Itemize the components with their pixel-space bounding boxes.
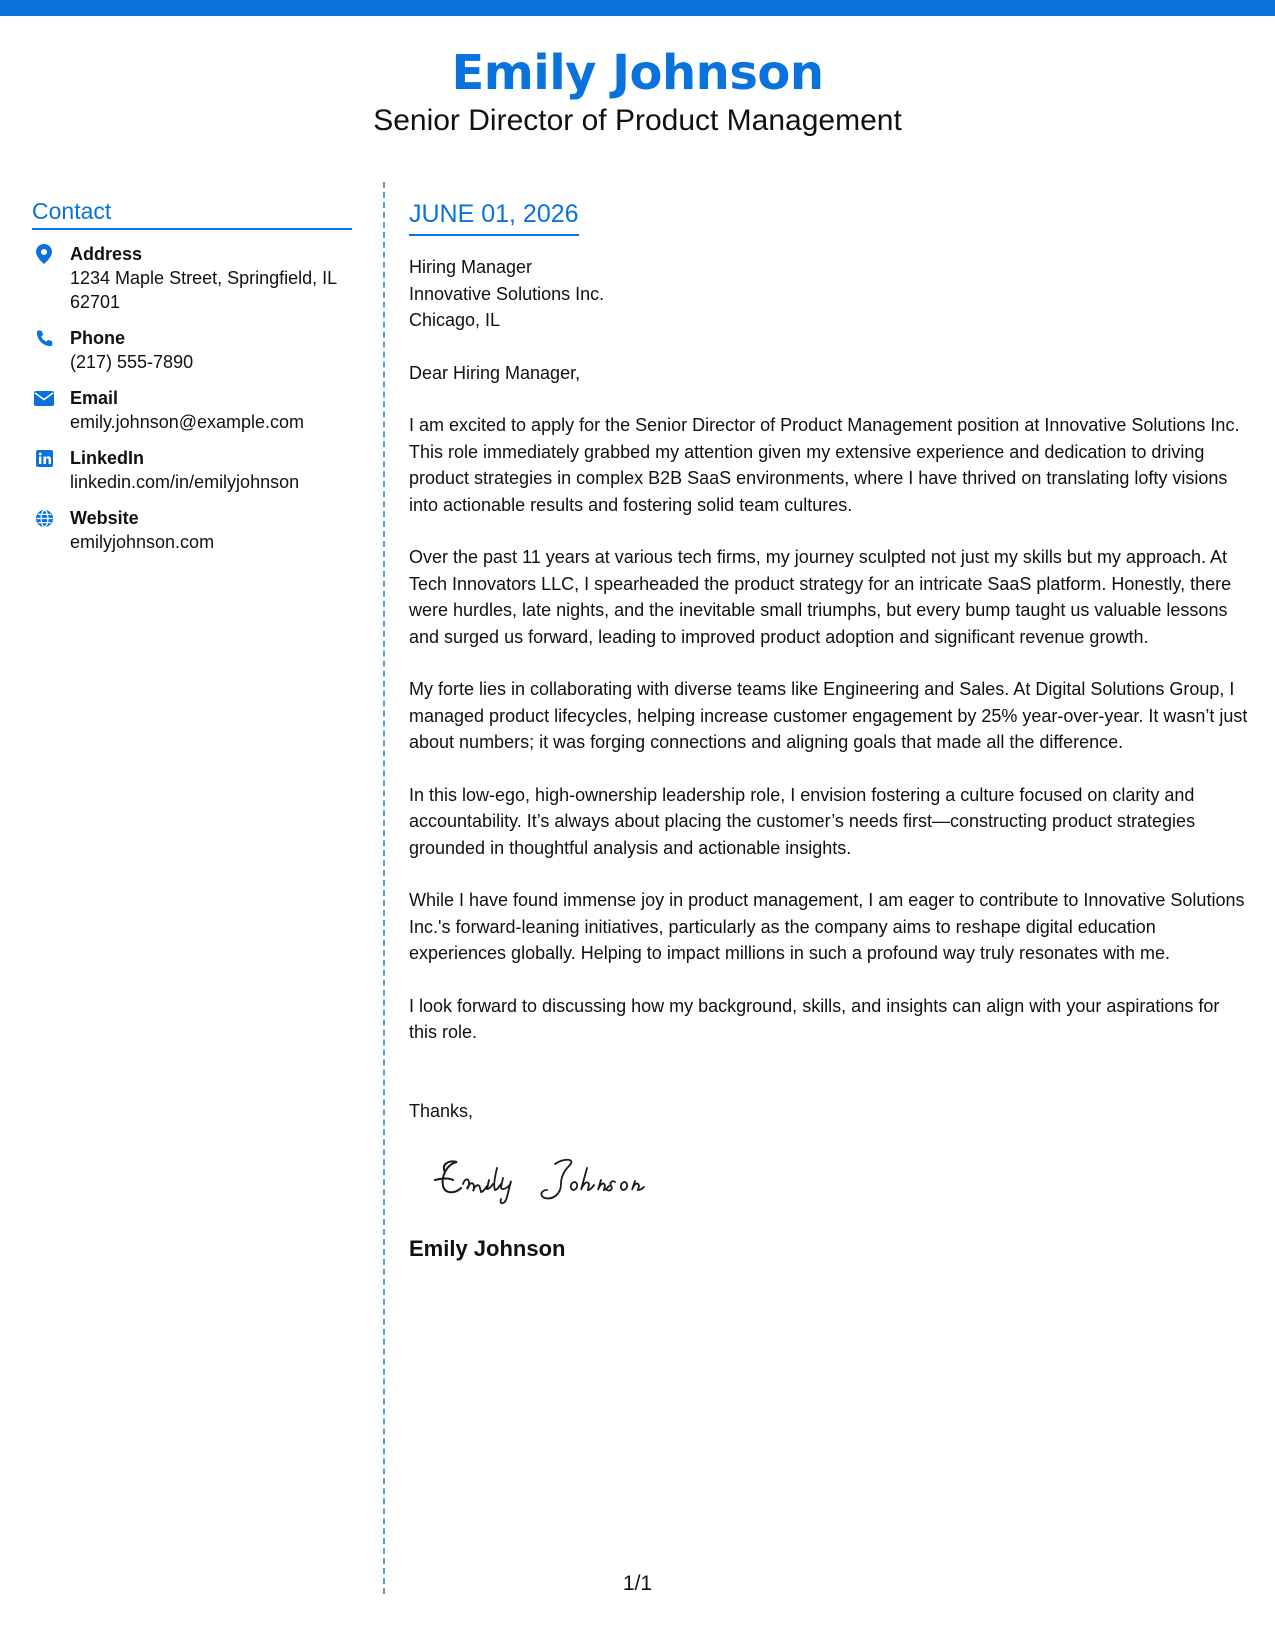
letter-date: JUNE 01, 2026 (409, 198, 579, 236)
salutation: Dear Hiring Manager, (409, 362, 581, 383)
contact-sidebar (32, 196, 352, 566)
contact-item-website (32, 506, 352, 554)
contact-label: Phone (70, 328, 126, 348)
contact-item-phone (32, 326, 352, 374)
phone-value: (217) 555-7890 (70, 352, 194, 372)
closing: Thanks, (409, 1100, 474, 1121)
contact-label: Email (70, 388, 119, 408)
phone-icon (34, 328, 54, 348)
envelope-icon (34, 388, 54, 408)
globe-icon (34, 508, 54, 528)
handwritten-signature (427, 1150, 687, 1214)
signer-name: Emily Johnson (409, 1235, 566, 1261)
recipient-block (409, 254, 1249, 334)
top-accent-bar (0, 0, 1275, 16)
document-header (0, 44, 1275, 140)
letter-paragraph: While I have found immense joy in product management, I am eager to contribute to Innovative Solutions Inc.'s forward-leaning initiatives, particularly as the company aims to reshape digital education experiences globally. Helping to impact millions in such a profound way truly resonates with me. (409, 890, 1245, 963)
contact-heading: Contact (32, 196, 352, 230)
contact-label: LinkedIn (70, 448, 145, 468)
contact-item-email (32, 386, 352, 434)
address-value: 1234 Maple Street, Springfield, IL 62701 (70, 268, 337, 312)
letter-body (409, 198, 1249, 1264)
recipient-line: Chicago, IL (409, 310, 501, 330)
location-pin-icon (34, 244, 54, 264)
contact-label: Website (70, 508, 139, 528)
contact-label: Address (70, 244, 143, 264)
letter-paragraph: Over the past 11 years at various tech firms, my journey sculpted not just my skills but my approach. At Tech Innovators LLC, I spearheaded the product strategy for an intricate SaaS platform. Honestly, there were hurdles, late nights, and the inevitable small triumphs, but every bump taught us valuable lessons and surged us forward, leading to improved product adoption and significant revenue growth. (409, 547, 1232, 647)
linkedin-icon (34, 448, 54, 468)
applicant-title: Senior Director of Product Management (373, 104, 902, 137)
column-divider (383, 182, 385, 1594)
letter-paragraph: I am excited to apply for the Senior Director of Product Management position at Innovative Solutions Inc. This role immediately grabbed my attention given my extensive experience and dedication to driving product strategies in complex B2B SaaS environments, where I have thrived on translating lofty visions into actionable results and fostering solid team cultures. (409, 415, 1240, 515)
letter-paragraph: I look forward to discussing how my background, skills, and insights can align with your aspirations for this role. (409, 995, 1220, 1042)
email-value[interactable]: emily.johnson@example.com (70, 412, 305, 432)
recipient-line: Hiring Manager (409, 257, 533, 277)
recipient-line: Innovative Solutions Inc. (409, 283, 605, 304)
contact-item-linkedin (32, 446, 352, 494)
letter-paragraph: My forte lies in collaborating with diverse teams like Engineering and Sales. At Digital Solutions Group, I managed product lifecycles, helping increase customer engagement by 25% year-over-year. It wasn’t just about numbers; it was forging connections and aligning goals that made all the difference. (409, 679, 1248, 752)
page-number: 1/1 (622, 1572, 653, 1595)
contact-item-address (32, 242, 352, 314)
letter-paragraph: In this low-ego, high-ownership leadership role, I envision fostering a culture focused on clarity and accountability. It’s always about placing the customer’s needs first—constructing product strategies grounded in thoughtful analysis and actionable insights. (409, 784, 1196, 858)
website-value[interactable]: emilyjohnson.com (70, 532, 215, 552)
applicant-name: Emily Johnson (451, 45, 824, 101)
linkedin-value[interactable]: linkedin.com/in/emilyjohnson (70, 472, 300, 492)
